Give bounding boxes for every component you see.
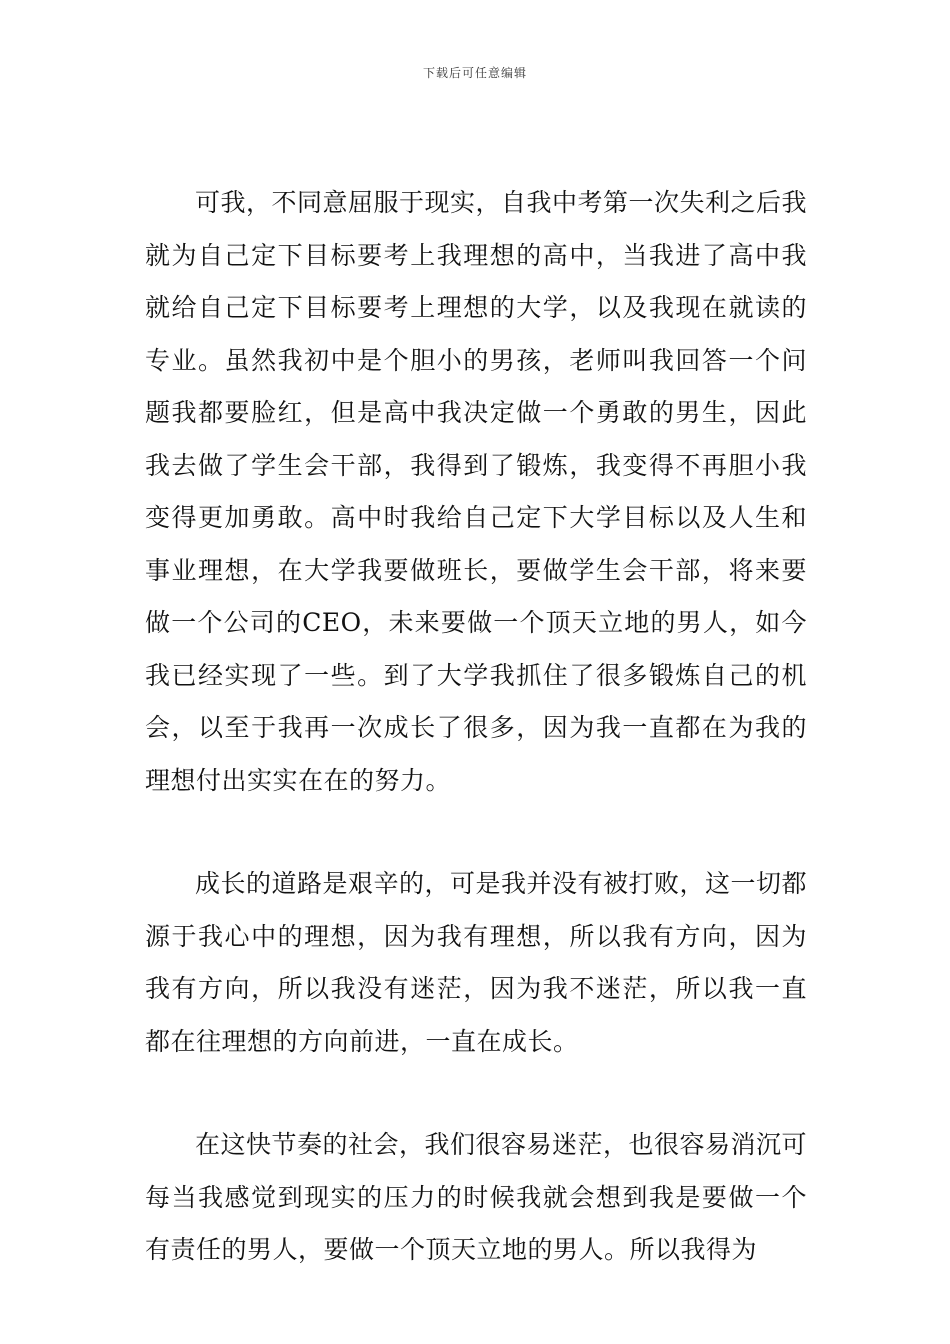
paragraph-1: 可我，不同意屈服于现实，自我中考第一次失利之后我就为自己定下目标要考上我理想的高中，当我进了高中我就给自己定下目标要考上理想的大学，以及我现在就读的专业。虽然我初中是个胆小的男孩，老师叫我回答一个问题我都要脸红，但是高中我决定做一个勇敢的男生，因此我去做了学生会干部，我得到了锻炼，我变得不再胆小我变得更加勇敢。高中时我给自己定下大学目标以及人生和事业理想，在大学我要做班长，要做学生会干部，将来要做一个公司的CEO，未来要做一个顶天立地的男人，如今我已经实现了一些。到了大学我抓住了很多锻炼自己的机会，以至于我再一次成长了很多，因为我一直都在为我的理想付出实实在在的努力。 — [145, 188, 808, 795]
page-header: 下载后可任意编辑 — [422, 66, 527, 80]
paragraph-3: 在这快节奏的社会，我们很容易迷茫，也很容易消沉可每当我感觉到现实的压力的时候我就会想到我是要做一个有责任的男人，要做一个顶天立地的男人。所以我得为 — [145, 1130, 808, 1264]
paragraph-2: 成长的道路是艰辛的，可是我并没有被打败，这一切都源于我心中的理想，因为我有理想，所以我有方向，因为我有方向，所以我没有迷茫，因为我不迷茫，所以我一直都在往理想的方向前进，一直在成长。 — [145, 869, 808, 1056]
document-body — [145, 177, 807, 1277]
